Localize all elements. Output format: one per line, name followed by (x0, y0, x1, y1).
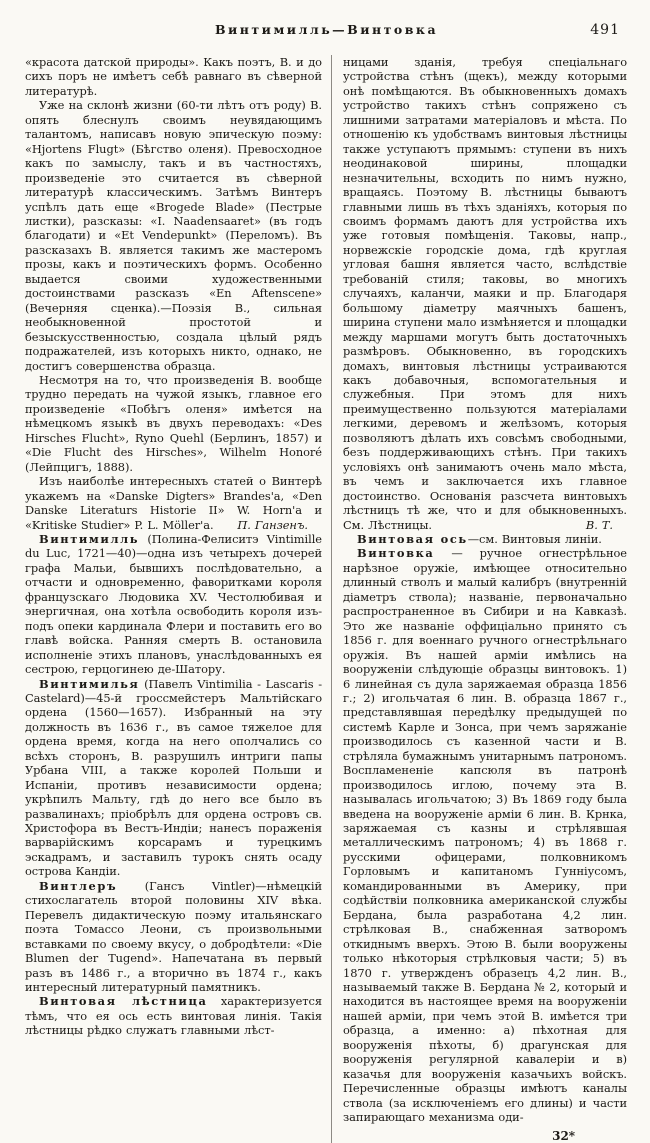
paragraph: Уже на склонѣ жизни (60-ти лѣтъ отъ роду) В. опять блеснулъ своимъ неувядающимъ талантомъ, написавъ новую эпическую поэму: «Hjortens Flugt» (Бѣгство оленя). Превосходное какъ по замыслу, такъ и въ частностяхъ, произведеніе это считается въ сѣверной литературѣ классическимъ. Затѣмъ Винтеръ успѣлъ дать еще «Brogede Blade» (Пестрые листки), разсказы: «I. Naadensaaret» (въ годъ благодати) и «Et Vendepunkt» (Переломъ). Въ разсказахъ В. является такимъ же мастеромъ прозы, какъ и поэтическихъ формъ. Особенно выдается своими художественными достоинствами разсказъ «En Aftenscene» (Вечерняя сценка).—Поэзія В., сильная необыкновенной простотой и безыскусственностью, создала цѣлый рядъ подражателей, изъ которыхъ никто, однако, не достигъ совершенства образца. (25, 98, 322, 373)
entry-paragraph: Винтовая ось—см. Винтовыя линіи. (357, 531, 602, 546)
entry-paragraph: Винтлеръ (Гансъ Vintler)—нѣмецкій стихослагатель второй половины XIV вѣка. Перевелъ дидактическую поэму итальянскаго поэта Томассо Леони, съ произвольными вставками по своему вкусу, о добродѣтели: «Die Blumen der Tugend». Напечатана въ первый разъ въ 1486 г., а вторично въ 1874 г., какъ интересный литературный памятникъ. (25, 878, 322, 995)
entry-paragraph: Винтимилья (Павелъ Vintimilia - Lascaris - Castelard)—45-й гроссмейстеръ Мальтійскаго ордена (1560—1657). Избранный на эту должность въ 1636 г., въ самое тяжелое для ордена время, когда на него ополчались со всѣхъ сторонъ, В. разрушилъ интриги папы Урбана VIII, а также королей Польши и Испаніи, противъ независимости ордена; укрѣпилъ Мальту, гдѣ до него все было въ развалинахъ; пріобрѣлъ для ордена островъ св. Христофора въ Вестъ-Индіи; нанесъ пораженія варварійскимъ корсарамъ и турецкимъ эскадрамъ, и заставилъ турокъ снять осаду острова Кандіи. (25, 676, 322, 879)
entry-paragraph: Винтовка — ручное огнестрѣльное нарѣзное оружіе, имѣющее относительно длинный стволъ и малый калибръ (внутренній діаметръ ствола); названіе, первоначально распространенное въ Сибири и на Кавказѣ. Это же названіе оффиціально принято съ 1856 г. для военнаго ручного огнестрѣльнаго оружія. Въ нашей арміи имѣлись на вооруженіи слѣдующіе образцы винтовокъ. 1) 6 линейная съ дула заряжаемая образца 1856 г.; 2) игольчатая 6 лин. В. образца 1867 г., представлявшая передѣлку предыдущей по системѣ Карле и Зонса, при чемъ заряжаніе производилось съ казенной части и В. стрѣляла бумажнымъ унитарнымъ патрономъ. Воспламененіе капсюля въ патронѣ производилось иглою, почему эта В. называлась игольчатою; 3) Въ 1869 году была введена на вооруженіе арміи 6 лин. В. Крнка, заряжаемая съ казны и стрѣлявшая металлическимъ патрономъ; 4) въ 1868 г. русскими офицерами, полковникомъ Горловымъ и капитаномъ Гунніусомъ, командированными въ Америку, при содѣйствіи полковника американской службы Бердана, была разработана 4,2 лин. стрѣлковая В., снабженная затворомъ откиднымъ вверхъ. Этою В. были вооружены только нѣкоторыя стрѣлковыя части; 5) въ 1870 г. утвержденъ образецъ 4,2 лин. В., называемый также В. Бердана № 2, который и находится въ настоящее время на вооруженіи нашей арміи, при чемъ этой В. имѣется три образца, а именно: а) пѣхотная для вооруженія пѣхоты, б) драгунская для вооруженія регулярной кавалеріи и в) казачья для вооруженія казачьихъ войскъ. Перечисленные образцы имѣютъ каналы ствола (за исключеніемъ его длины) и части запирающаго механизма оди- (343, 546, 627, 1125)
right-column-text (343, 55, 627, 1125)
author-signature: П. Ганзенъ. (237, 517, 308, 532)
left-column (25, 55, 322, 1143)
sheet-signature-mark: 32* (552, 1128, 575, 1143)
entry-headword: Винтовая ось (357, 531, 468, 546)
entry-headword: Винтимилья (39, 676, 140, 691)
entry-paragraph: Винтовая лѣстница характеризуется тѣмъ, что ея ось есть винтовая линія. Такія лѣстницы рѣдко служатъ главными лѣст- (25, 994, 322, 1038)
author-signature: В. Т. (585, 517, 613, 532)
running-title: Винтимилль—Винтовка (214, 22, 439, 37)
entry-paragraph: Винтимилль (Полина-Фелиситэ Vintimille du Luc, 1721—40)—одна изъ четырехъ дочерей графа Мальи, бывшихъ послѣдовательно, а отчасти и одновременно, фаворитками короля французскаго Людовика XV. Честолюбивая и энергичная, она хотѣла освободить короля изъ-подъ опеки кардинала Флери и поставить его во главѣ войска. Ранняя смерть В. остановила исполненіе этихъ плановъ, унаслѣдованныхъ ея сестрою, герцогинею де-Шатору. (25, 531, 322, 677)
paragraph: Несмотря на то, что произведенія В. вообще трудно передать на чужой языкъ, главное его произведеніе «Побѣгъ оленя» имѣется на нѣмецкомъ языкѣ въ двухъ переводахъ: «Des Hirsches Flucht», Ryno Quehl (Берлинъ, 1857) и «Die Flucht des Hirsches», Wilhelm Honoré (Лейпцигъ, 1888). (25, 372, 322, 474)
entry-headword: Винтлеръ (39, 878, 118, 893)
paragraph: ницами зданія, требуя спеціальнаго устройства стѣнъ (щекъ), между которыми онѣ помѣщаются. Въ обыкновенныхъ домахъ устройство такихъ стѣнъ сопряжено съ лишними затратами матеріаловъ и мѣста. По отношенію къ удобствамъ винтовыя лѣстницы также уступаютъ прямымъ: ступени въ нихъ неодинаковой ширины, площадки незначительны, всходить по нимъ нужно, вращаясь. Поэтому В. лѣстницы бываютъ главными лишь въ тѣхъ зданіяхъ, которыя по своимъ формамъ даютъ для устройства ихъ уже готовыя помѣщенія. Таковы, напр., норвежскіе городскіе дома, гдѣ круглая угловая башня является часто, вслѣдствіе требованій стиля; таковы, во многихъ случаяхъ, каланчи, маяки и пр. Благодаря большому діаметру маячныхъ башенъ, ширина ступени мало измѣняется и площадки между маршами могутъ быть достаточныхъ размѣровъ. Обыкновенно, въ городскихъ домахъ, винтовыя лѣстницы устраиваются какъ добавочныя, вспомогательныя и служебныя. При этомъ для нихъ преимущественно пользуются матеріалами легкими, деревомъ и желѣзомъ, которыя позволяютъ дѣлать ихъ совсѣмъ свободными, безъ поддерживающихъ стѣнъ. При такихъ условіяхъ онѣ занимаютъ очень мало мѣста, въ чемъ и заключается ихъ главное достоинство. Основанія разсчета винтовыхъ лѣстницъ тѣ же, что и для обыкновенныхъ. См. Лѣстницы. (343, 55, 627, 532)
entry-headword: Винтимилль (39, 531, 140, 546)
entry-headword: Винтовая лѣстница (39, 994, 208, 1009)
paragraph: «красота датской природы». Какъ поэтъ, В. и до сихъ поръ не имѣетъ себѣ равнаго въ сѣверной литературѣ. (25, 55, 322, 98)
entry-headword: Винтовка (357, 546, 435, 561)
paragraph: Изъ наиболѣе интересныхъ статей о Винтерѣ укажемъ на «Danske Digters» Brandes'a, «Den Danske Literaturs Historie II» W. Horn'a и «Kritiske Studier» P. L. Möller'a. (25, 474, 322, 532)
page-number: 491 (590, 22, 620, 38)
right-column (331, 55, 627, 1143)
text-columns (25, 55, 628, 1143)
running-head (25, 22, 628, 44)
